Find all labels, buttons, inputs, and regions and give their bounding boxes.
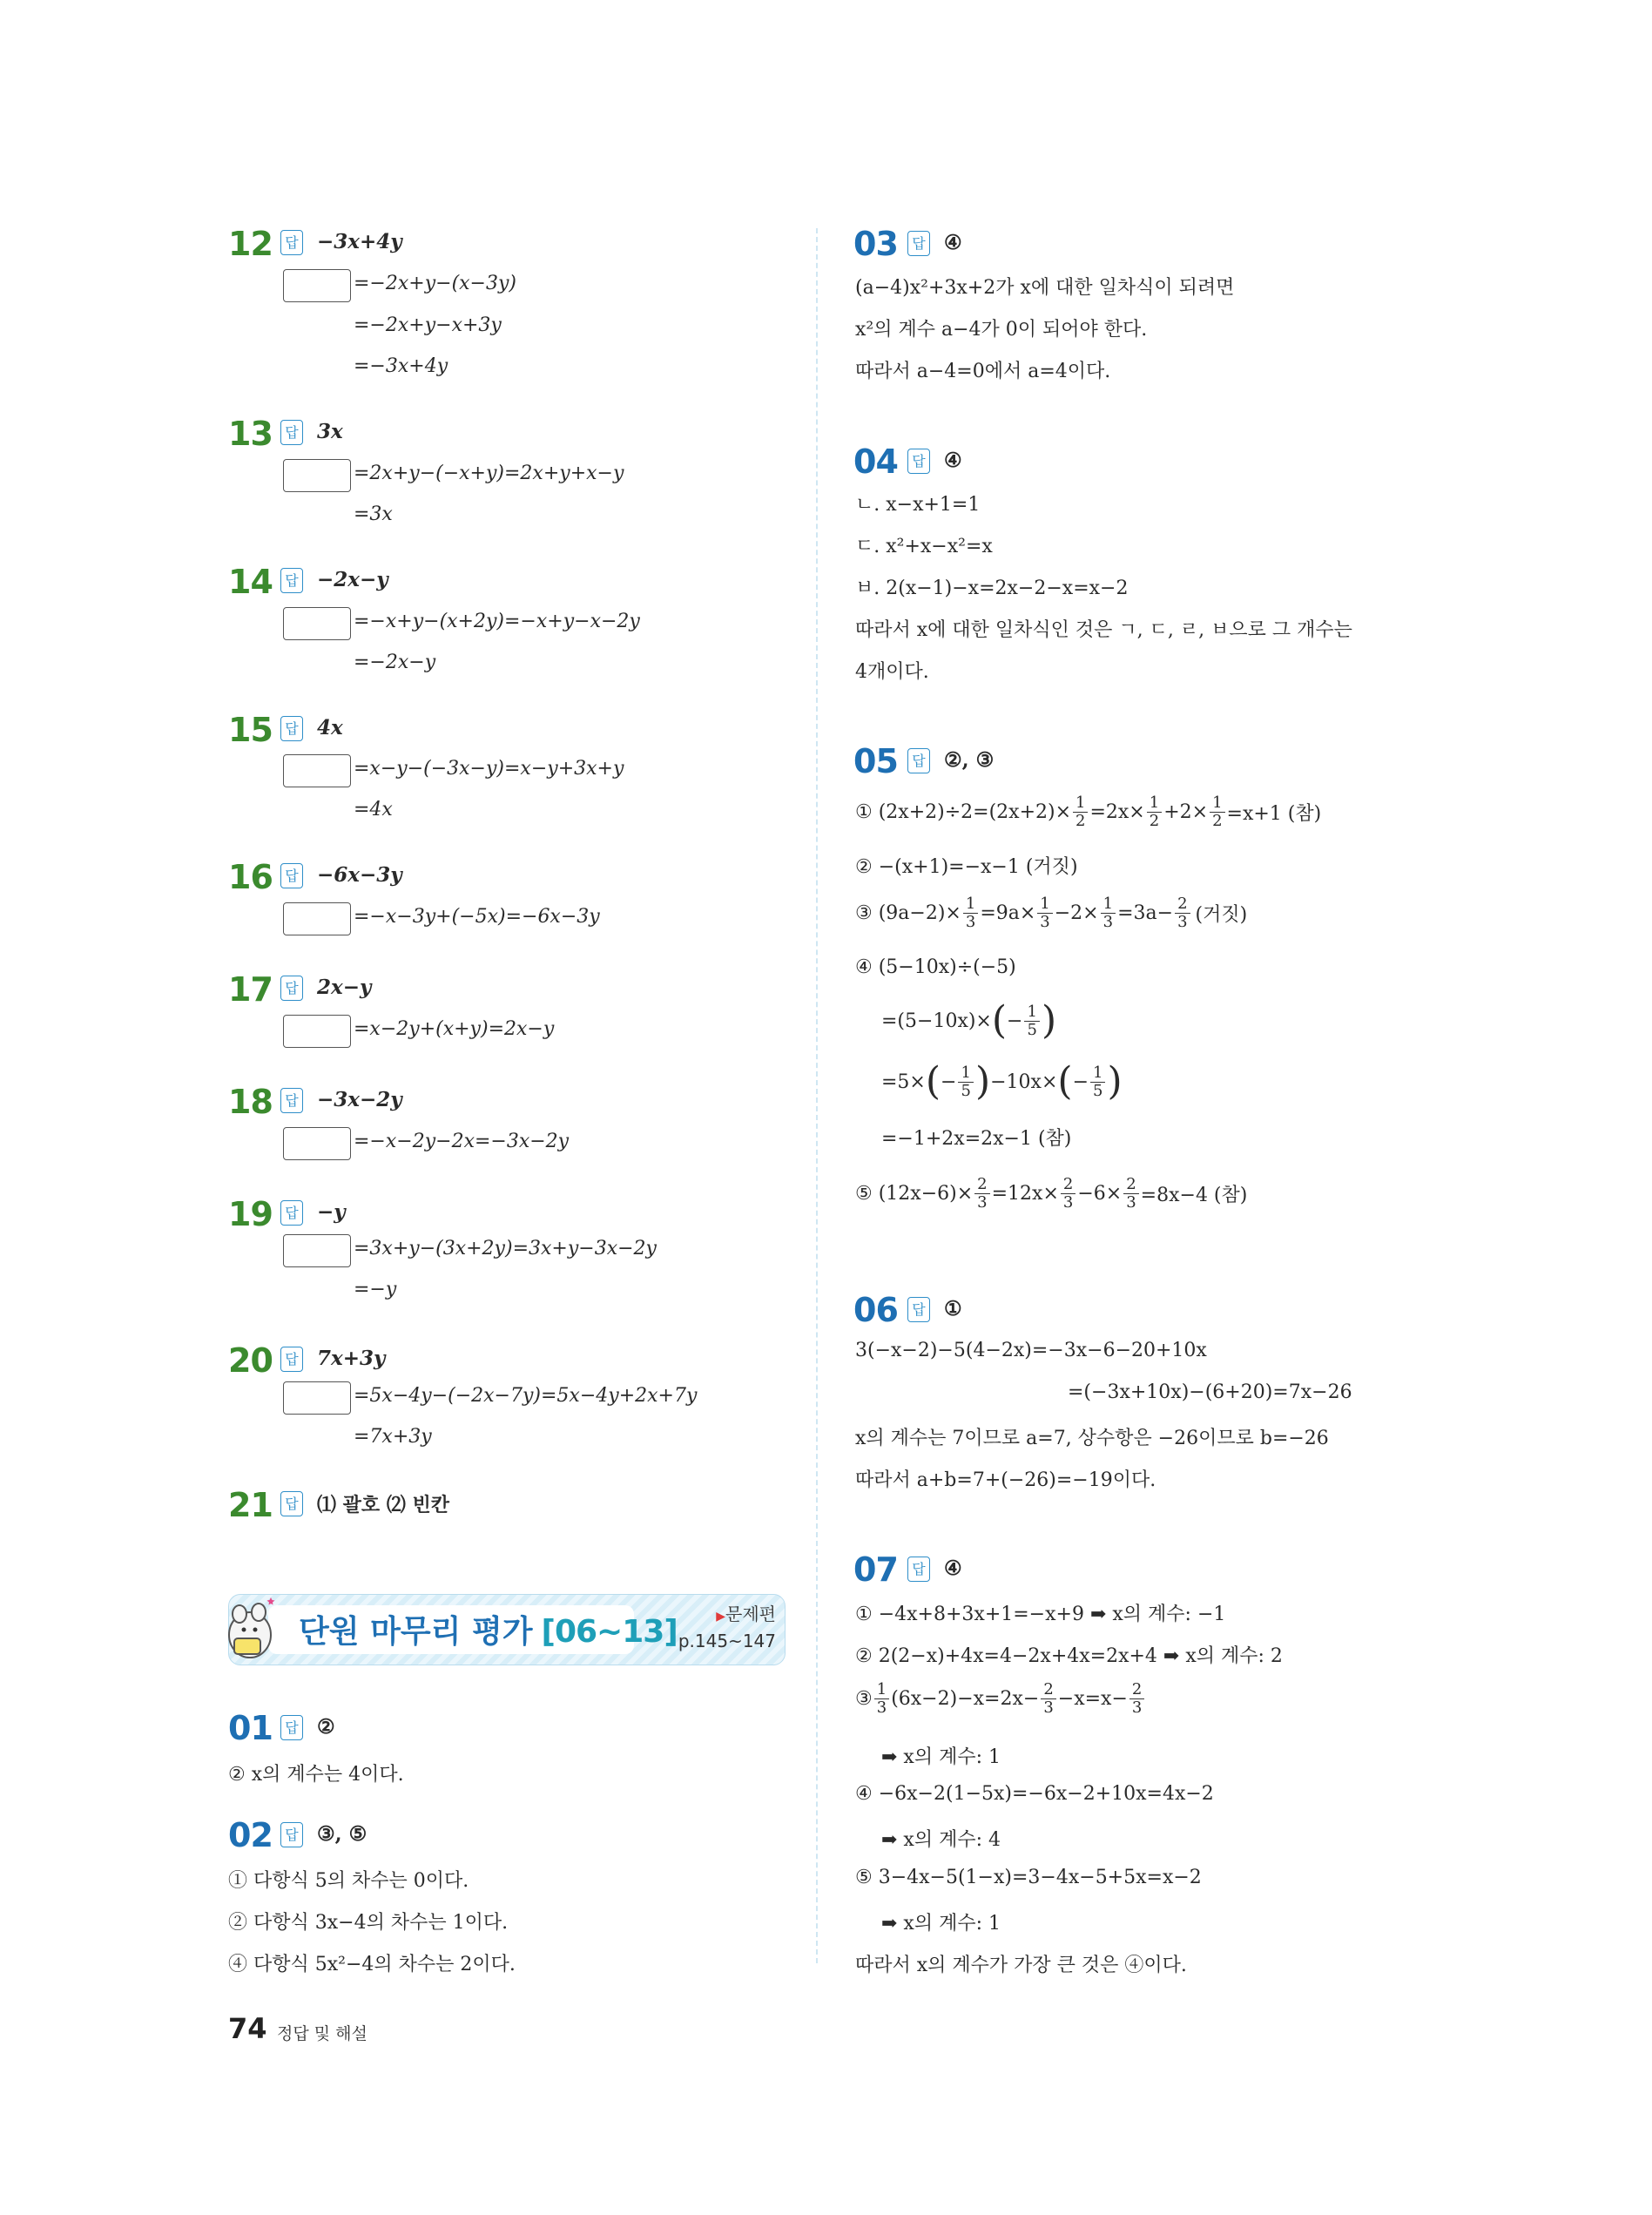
blank-box: [283, 1381, 351, 1415]
answer: ②, ③: [944, 748, 995, 772]
numerator: 1: [876, 1680, 887, 1698]
expr: =x+1 (참): [1226, 803, 1322, 825]
solution-line: ④ 다항식 5x²−4의 차수는 2이다.: [228, 1954, 516, 1975]
blank-box: [283, 459, 351, 492]
fraction: [974, 1176, 989, 1212]
expr: −10x×: [990, 1070, 1058, 1093]
fraction: [1101, 895, 1116, 931]
paren-open: (: [925, 1059, 941, 1104]
solution-line: =(−3x+10x)−(6+20)=7x−26: [1068, 1381, 1352, 1403]
numerator: 1: [1149, 793, 1160, 812]
answer-label-icon: 답: [907, 1297, 930, 1322]
problem-number: 13: [228, 415, 273, 453]
problem-number: 20: [228, 1341, 273, 1380]
mascot-icon: [222, 1597, 278, 1661]
solution-line: =7x+3y: [354, 1426, 432, 1448]
problem-number: 16: [228, 858, 273, 896]
answer: ①: [944, 1297, 962, 1320]
solution-line-3: [855, 895, 1247, 931]
numerator: 2: [1062, 1175, 1074, 1193]
minus-sign: −: [941, 1070, 957, 1093]
denominator: 2: [1073, 812, 1088, 830]
problem-number: 05: [853, 742, 898, 780]
banner-reference: [678, 1602, 776, 1653]
denominator: 5: [1024, 1021, 1039, 1039]
solution-line: =−x+y−(x+2y)=−x+y−x−2y: [354, 611, 640, 632]
fraction: [1090, 1064, 1105, 1100]
denominator: 2: [1147, 812, 1162, 830]
numerator: 1: [961, 1063, 971, 1082]
solution-line: ① −4x+8+3x+1=−x+9 ➡ x의 계수: −1: [855, 1604, 1226, 1625]
expr: =(5−10x)×: [881, 1010, 992, 1032]
blank-box: [283, 1127, 351, 1160]
solution-line: =5x−4y−(−2x−7y)=5x−4y+2x+7y: [354, 1385, 698, 1407]
answer-label-icon: 답: [280, 1088, 303, 1113]
denominator: 3: [963, 913, 978, 931]
solution-line: =−x−2y−2x=−3x−2y: [354, 1131, 570, 1152]
problem-number: 06: [853, 1291, 898, 1329]
numerator: 1: [1027, 1002, 1037, 1021]
expr: =3a−: [1117, 902, 1174, 924]
expr: ③: [855, 1688, 873, 1710]
expr: ③ (9a−2)×: [855, 902, 961, 924]
fraction: [1024, 1003, 1039, 1039]
problem-number: 03: [853, 225, 898, 263]
fraction: [1123, 1176, 1138, 1212]
solution-line: =−y: [354, 1279, 397, 1300]
solution-line: =x−2y+(x+y)=2x−y: [354, 1018, 555, 1040]
numerator: 2: [1126, 1175, 1136, 1193]
section-banner: [228, 1594, 786, 1665]
solution-line-3: [855, 1681, 1146, 1717]
blank-box: [283, 754, 351, 787]
denominator: 3: [1061, 1193, 1075, 1212]
solution-line: 따라서 x에 대한 일차식인 것은 ㄱ, ㄷ, ㄹ, ㅂ으로 그 개수는: [855, 619, 1352, 641]
problem-number: 04: [853, 442, 898, 481]
problem-number: 12: [228, 225, 273, 263]
solution-line: ② 2(2−x)+4x=4−2x+4x=2x+4 ➡ x의 계수: 2: [855, 1645, 1283, 1667]
blank-box: [283, 607, 351, 640]
solution-line-5: [881, 998, 1057, 1043]
answer-label-icon: 답: [280, 1347, 303, 1372]
solution-line: =−2x−y: [354, 652, 436, 673]
answer-label-icon: 답: [907, 1557, 930, 1582]
solution-line: 따라서 x의 계수가 가장 큰 것은 ④이다.: [855, 1955, 1187, 1976]
expr: +2×: [1163, 801, 1209, 823]
answer-label-icon: 답: [280, 1822, 303, 1847]
solution-line: ➡ x의 계수: 1: [881, 1913, 1001, 1935]
footer-text: 정답 및 해설: [277, 2024, 367, 2043]
answer: −3x−2y: [317, 1088, 402, 1111]
denominator: 3: [1129, 1698, 1144, 1717]
blank-box: [283, 269, 351, 302]
answer-label-icon: 답: [280, 1491, 303, 1516]
expr: ① (2x+2)÷2=(2x+2)×: [855, 801, 1072, 823]
answer-label-icon: 답: [280, 863, 303, 888]
answer-label-icon: 답: [280, 230, 303, 255]
problem-number: 01: [228, 1709, 273, 1747]
problem-number: 18: [228, 1083, 273, 1121]
solution-line: =−2x+y−x+3y: [354, 314, 502, 336]
solution-line: ① 다항식 5의 차수는 0이다.: [228, 1870, 469, 1892]
column-divider: [816, 228, 818, 1963]
solution-line: (a−4)x²+3x+2가 x에 대한 일차식이 되려면: [855, 277, 1235, 299]
banner-ref-pages: p.145~147: [678, 1631, 776, 1651]
page-number: 74: [228, 2012, 267, 2045]
answer-label-icon: 답: [280, 1200, 303, 1226]
answer: 4x: [317, 716, 343, 739]
solution-line: =3x: [354, 503, 393, 525]
fraction: [1175, 895, 1190, 931]
solution-line-4: ④ (5−10x)÷(−5): [855, 956, 1016, 978]
solution-line-8: [855, 1176, 1247, 1212]
solution-line: =2x+y−(−x+y)=2x+y+x−y: [354, 463, 624, 484]
banner-ref-label: 문제편: [725, 1604, 776, 1624]
banner-title: [299, 1607, 678, 1651]
expr: =5×: [881, 1070, 926, 1093]
expr: (거짓): [1195, 904, 1248, 926]
answer: −y: [317, 1200, 346, 1224]
problem-number: 14: [228, 563, 273, 601]
denominator: 3: [1041, 1698, 1055, 1717]
answer: ②: [317, 1715, 335, 1739]
solution-line: =−3x+4y: [354, 355, 448, 377]
paren-close: ): [1107, 1059, 1123, 1104]
problem-number: 02: [228, 1816, 273, 1854]
answer-label-icon: 답: [280, 1715, 303, 1740]
denominator: 3: [874, 1698, 889, 1717]
problem-number: 15: [228, 711, 273, 749]
expr: =12x×: [991, 1183, 1059, 1205]
solution-line: 따라서 a−4=0에서 a=4이다.: [855, 361, 1111, 382]
numerator: 1: [1075, 793, 1086, 812]
numerator: 1: [1102, 895, 1114, 913]
denominator: 3: [974, 1193, 989, 1212]
expr: ⑤ (12x−6)×: [855, 1183, 974, 1205]
answer-label-icon: 답: [907, 231, 930, 256]
solution-line: =−2x+y−(x−3y): [354, 273, 516, 294]
banner-range: [06~13]: [541, 1614, 678, 1650]
answer: −6x−3y: [317, 863, 402, 887]
solution-line: x²의 계수 a−4가 0이 되어야 한다.: [855, 319, 1148, 341]
solution-line-1: [855, 794, 1321, 830]
problem-number: 19: [228, 1195, 273, 1233]
answer: ③, ⑤: [317, 1822, 367, 1846]
expr: =9a×: [980, 902, 1036, 924]
solution-line: =−x−3y+(−5x)=−6x−3y: [354, 906, 600, 928]
solution-line-6: [881, 1059, 1123, 1104]
blank-box: [283, 902, 351, 935]
answer: 3x: [317, 420, 343, 443]
expr: =2x×: [1089, 801, 1145, 823]
fraction: [1037, 895, 1052, 931]
fraction: [1147, 794, 1162, 830]
problem-number: 21: [228, 1486, 273, 1524]
denominator: 3: [1037, 913, 1052, 931]
solution-line: 4개이다.: [855, 661, 929, 683]
numerator: 1: [965, 895, 976, 913]
denominator: 3: [1175, 913, 1190, 931]
numerator: 1: [1212, 793, 1223, 812]
numerator: 2: [977, 1175, 988, 1193]
solution-line: ㄴ. x−x+1=1: [855, 494, 981, 516]
banner-title-text: 단원 마무리 평가: [299, 1614, 533, 1650]
problem-number: 17: [228, 970, 273, 1009]
answer: 2x−y: [317, 976, 372, 999]
minus-sign: −: [1072, 1070, 1089, 1093]
solution-line: x의 계수는 7이므로 a=7, 상수항은 −26이므로 b=−26: [855, 1428, 1329, 1449]
solution-line: 따라서 a+b=7+(−26)=−19이다.: [855, 1469, 1156, 1491]
expr: −x=x−: [1057, 1688, 1128, 1710]
answer: −2x−y: [317, 568, 388, 591]
fraction: [1129, 1681, 1144, 1717]
numerator: 2: [1131, 1680, 1143, 1698]
paren-close: ): [974, 1059, 991, 1104]
fraction: [963, 895, 978, 931]
solution-line: 3(−x−2)−5(4−2x)=−3x−6−20+10x: [855, 1340, 1207, 1361]
expr: =8x−4 (참): [1140, 1185, 1248, 1206]
blank-box: [283, 1015, 351, 1048]
solution-line: ④ −6x−2(1−5x)=−6x−2+10x=4x−2: [855, 1783, 1214, 1805]
answer-label-icon: 답: [280, 716, 303, 741]
fraction: [1210, 794, 1224, 830]
paren-open: (: [1057, 1059, 1073, 1104]
solution-line: ② x의 계수는 4이다.: [228, 1764, 404, 1786]
fraction: [1073, 794, 1088, 830]
solution-line: ② 다항식 3x−4의 차수는 1이다.: [228, 1912, 509, 1934]
solution-line: =4x: [354, 799, 393, 820]
numerator: 1: [1093, 1063, 1103, 1082]
expr: −2×: [1054, 902, 1099, 924]
solution-line-7: =−1+2x=2x−1 (참): [881, 1128, 1072, 1150]
denominator: 3: [1123, 1193, 1138, 1212]
answer-label-icon: 답: [907, 748, 930, 773]
solution-line: ➡ x의 계수: 4: [881, 1829, 1001, 1851]
solution-line-2: ② −(x+1)=−x−1 (거짓): [855, 856, 1078, 878]
solution-line: ㅂ. 2(x−1)−x=2x−2−x=x−2: [855, 577, 1129, 599]
paren-open: (: [991, 998, 1008, 1043]
solution-line: ⑤ 3−4x−5(1−x)=3−4x−5+5x=x−2: [855, 1867, 1202, 1888]
answer-label-icon: 답: [280, 568, 303, 593]
paren-close: ): [1041, 998, 1057, 1043]
minus-sign: −: [1007, 1010, 1023, 1032]
denominator: 2: [1210, 812, 1224, 830]
denominator: 5: [958, 1082, 973, 1100]
answer-label-icon: 답: [280, 420, 303, 445]
answer: ④: [944, 1557, 962, 1580]
fraction: [958, 1064, 973, 1100]
expr: (6x−2)−x=2x−: [891, 1688, 1040, 1710]
fraction: [1061, 1176, 1075, 1212]
answer: −3x+4y: [317, 230, 402, 253]
solution-line: ㄷ. x²+x−x²=x: [855, 536, 993, 557]
denominator: 3: [1101, 913, 1116, 931]
answer: ④: [944, 449, 962, 472]
solution-line: =x−y−(−3x−y)=x−y+3x+y: [354, 758, 624, 780]
problem-number: 07: [853, 1550, 898, 1589]
answer: ⑴ 괄호 ⑵ 빈칸: [317, 1495, 449, 1516]
triangle-icon: ▶: [716, 1610, 726, 1624]
expr: −6×: [1077, 1183, 1123, 1205]
numerator: 2: [1177, 895, 1188, 913]
answer: 7x+3y: [317, 1347, 386, 1370]
answer-label-icon: 답: [280, 976, 303, 1001]
fraction: [874, 1681, 889, 1717]
blank-box: [283, 1234, 351, 1267]
answer: ④: [944, 231, 962, 254]
numerator: 2: [1043, 1680, 1054, 1698]
denominator: 5: [1090, 1082, 1105, 1100]
numerator: 1: [1040, 895, 1050, 913]
fraction: [1041, 1681, 1055, 1717]
solution-line: =3x+y−(3x+2y)=3x+y−3x−2y: [354, 1238, 657, 1259]
solution-line: ➡ x의 계수: 1: [881, 1746, 1001, 1768]
answer-label-icon: 답: [907, 449, 930, 474]
